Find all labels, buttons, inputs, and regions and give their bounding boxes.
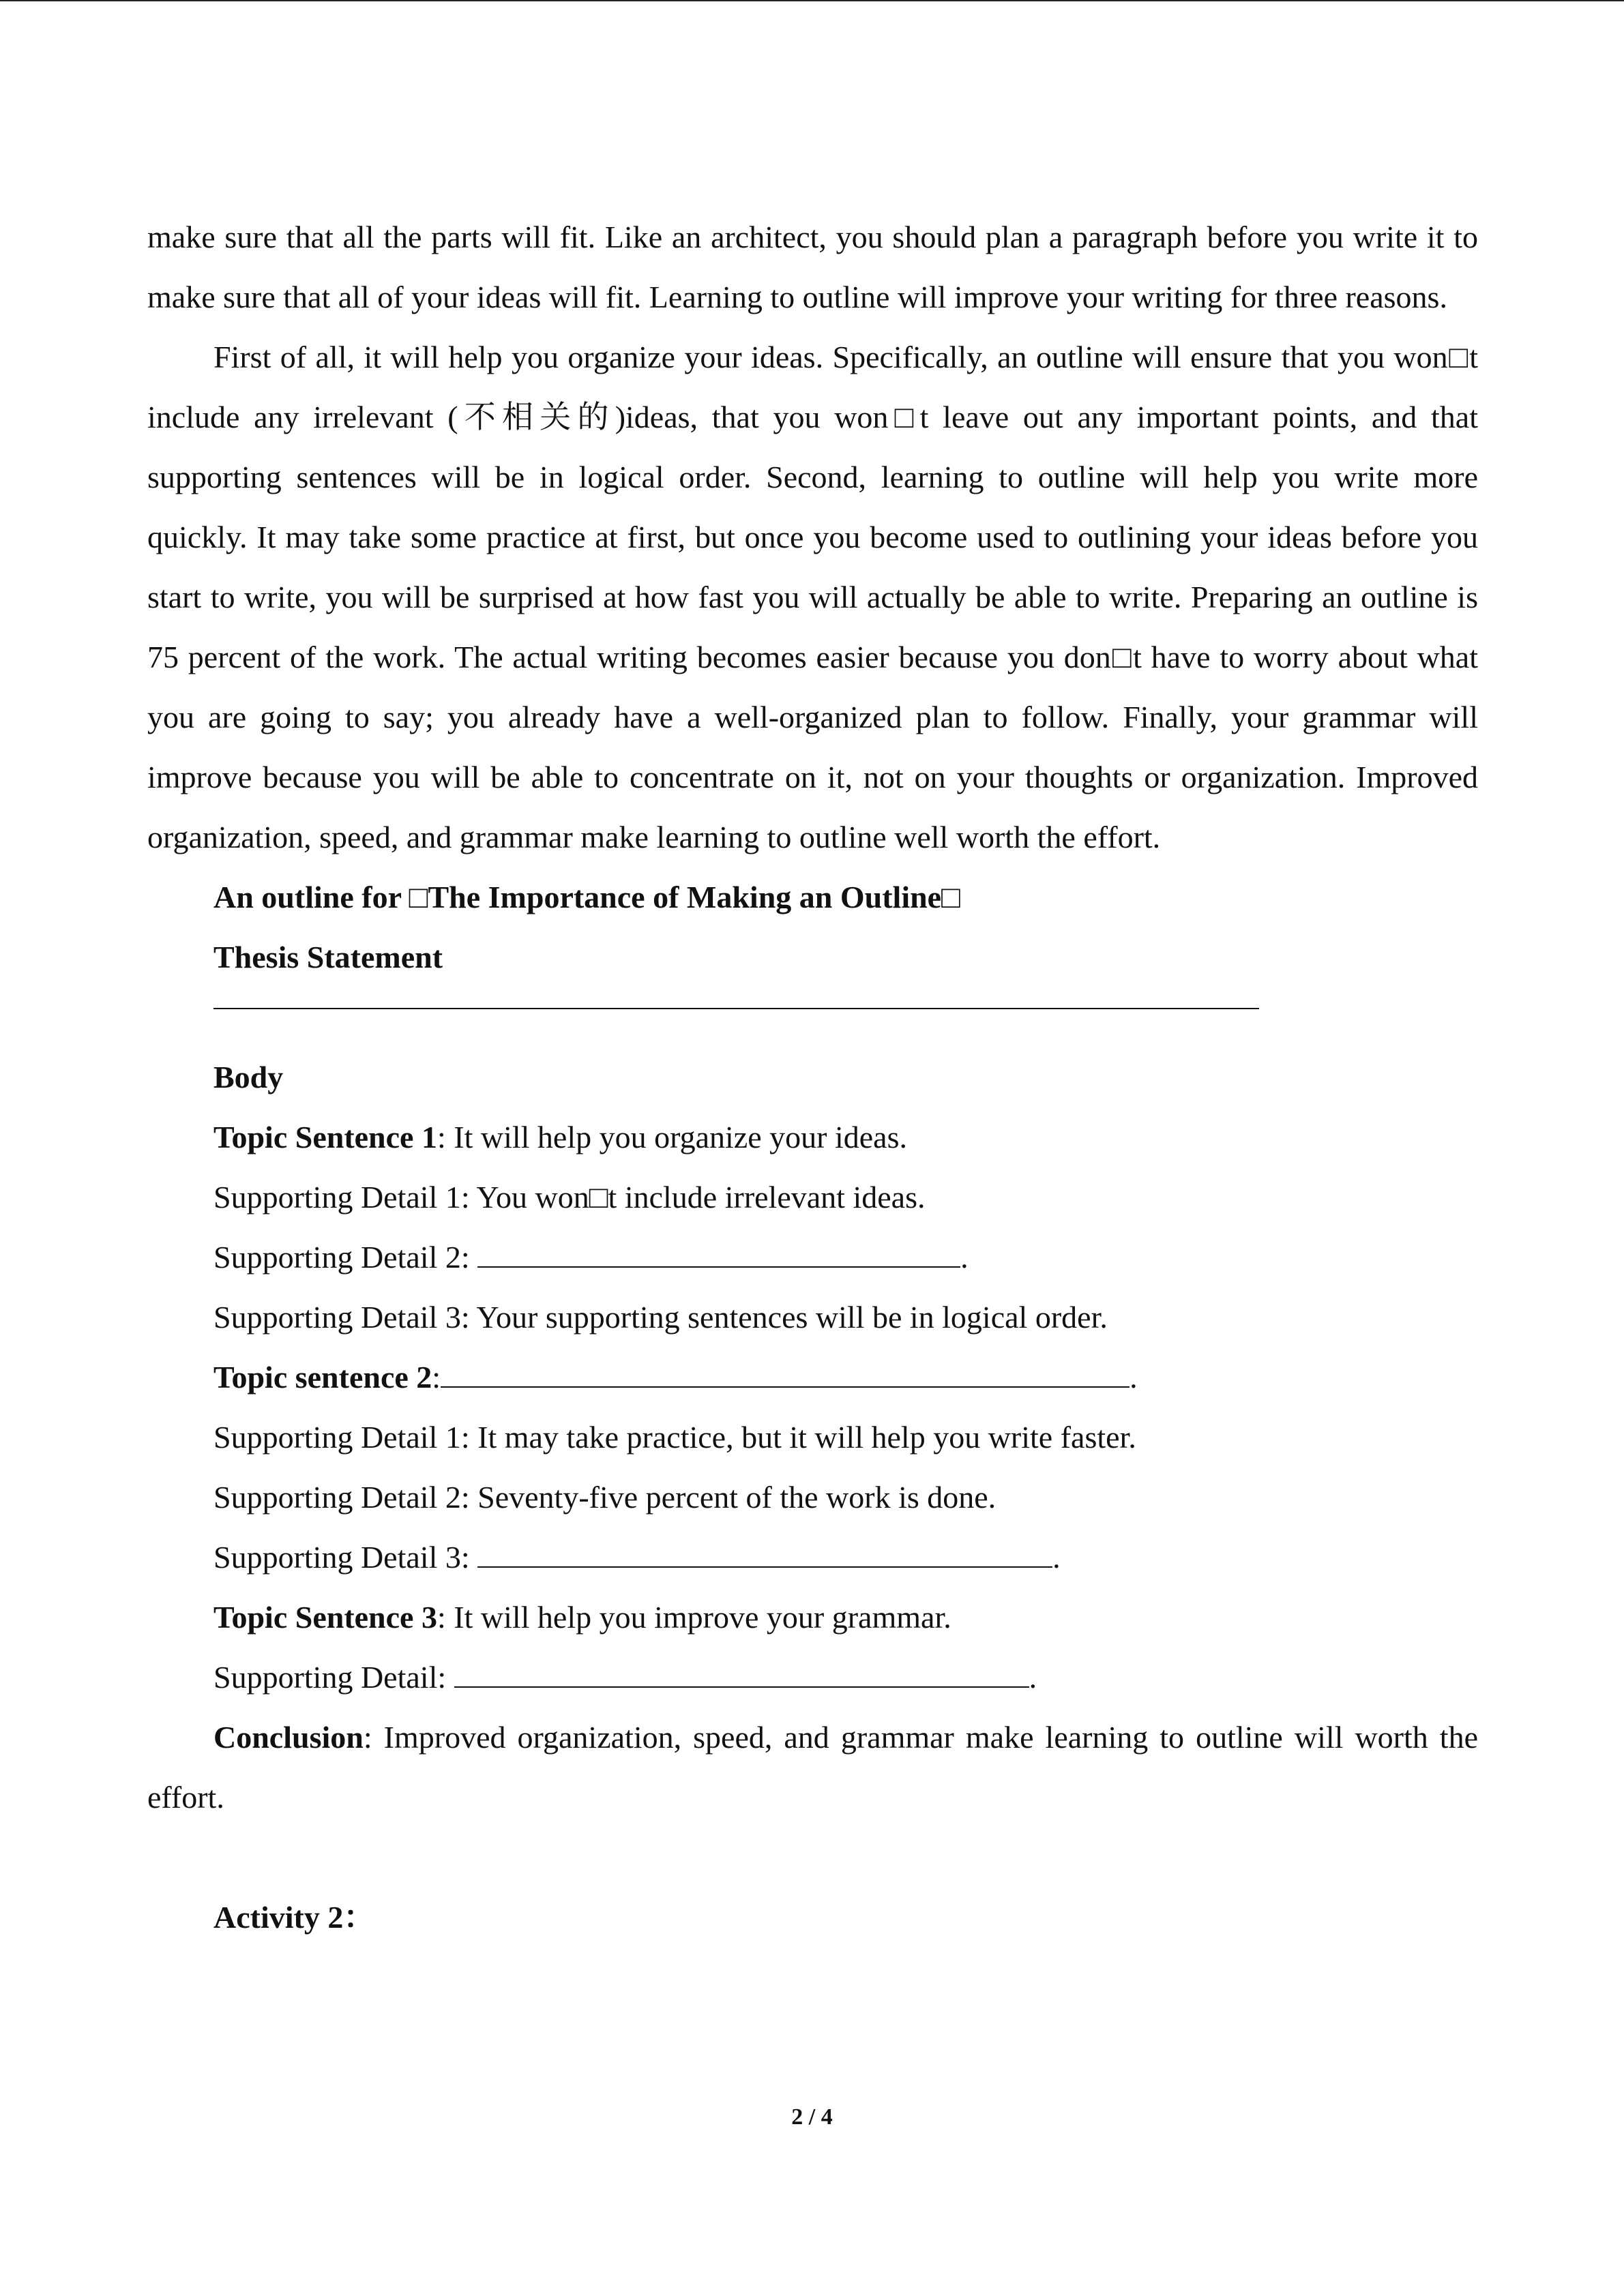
ts1-detail-2-period: . xyxy=(960,1240,969,1274)
topic-sentence-3-label: Topic Sentence 3 xyxy=(213,1600,437,1635)
topic-sentence-2-text: : xyxy=(432,1360,441,1395)
topic-sentence-2-blank xyxy=(441,1386,1130,1388)
ts2-detail-3-prefix: Supporting Detail 3: xyxy=(213,1540,478,1575)
body-label: Body xyxy=(213,1060,284,1094)
topic-sentence-3 xyxy=(147,1587,1478,1648)
topic-sentence-1-text: : It will help you organize your ideas. xyxy=(437,1120,907,1154)
page-content xyxy=(147,207,1478,1948)
topic-sentence-2 xyxy=(147,1347,1478,1407)
paragraph-1: make sure that all the parts will fit. Like an architect, you should plan a paragraph before you write it to make sure that all of your ideas will fit. Learning to outline will improve your writing for three reasons. xyxy=(147,220,1478,314)
ts1-detail-1: Supporting Detail 1: You won□t include irrelevant ideas. xyxy=(213,1180,926,1214)
topic-sentence-2-period: . xyxy=(1130,1360,1138,1395)
topic-sentence-1-label: Topic Sentence 1 xyxy=(213,1120,437,1154)
ts2-detail-1: Supporting Detail 1: It may take practice, but it will help you write faster. xyxy=(213,1420,1136,1455)
ts1-detail-2-blank xyxy=(477,1266,960,1268)
blank-line-spacer xyxy=(147,1828,1478,1888)
activity-label: Activity 2： xyxy=(213,1900,375,1935)
ts3-detail-blank xyxy=(454,1686,1029,1688)
conclusion-text: : Improved organization, speed, and grammar make learning to outline will worth the effort. xyxy=(147,1720,1478,1815)
ts1-detail-2 xyxy=(147,1227,1478,1287)
page-number: 2 / 4 xyxy=(791,2104,833,2130)
ts2-detail-3-blank xyxy=(477,1566,1052,1568)
conclusion-label: Conclusion xyxy=(213,1720,364,1755)
thesis-blank xyxy=(213,1008,1259,1009)
paragraph-2: First of all, it will help you organize your ideas. Specifically, an outline will ensure that you won□t include any irrelevant (不相关的)ideas, that you won□t leave out any important points, and that supporting sentences will be in logical order. Second, learning to outline will help you write more quickly. It may take some practice at first, but once you become used to outlining your ideas before you start to write, you will be surprised at how fast you will actually be able to write. Preparing an outline is 75 percent of the work. The actual writing becomes easier because you don□t have to worry about what you are going to say; you already have a well-organized plan to follow. Finally, your grammar will improve because you will be able to concentrate on it, not on your thoughts or organization. Improved organization, speed, and grammar make learning to outline well worth the effort. xyxy=(147,340,1478,854)
ts3-detail xyxy=(147,1648,1478,1708)
ts2-detail-2: Supporting Detail 2: Seventy-five percent of the work is done. xyxy=(213,1480,996,1515)
ts1-detail-2-prefix: Supporting Detail 2: xyxy=(213,1240,478,1274)
ts3-detail-prefix: Supporting Detail: xyxy=(213,1660,454,1695)
ts2-detail-3-period: . xyxy=(1052,1540,1061,1575)
thesis-blank-line xyxy=(147,987,1478,1047)
thesis-label: Thesis Statement xyxy=(213,940,443,974)
ts1-detail-3: Supporting Detail 3: Your supporting sentences will be in logical order. xyxy=(213,1300,1108,1335)
topic-sentence-2-label: Topic sentence 2 xyxy=(213,1360,432,1395)
ts2-detail-3 xyxy=(147,1527,1478,1587)
topic-sentence-1 xyxy=(147,1107,1478,1167)
ts3-detail-period: . xyxy=(1029,1660,1037,1695)
outline-title: An outline for □The Importance of Making an Outline□ xyxy=(213,880,960,914)
topic-sentence-3-text: : It will help you improve your grammar. xyxy=(437,1600,951,1635)
conclusion xyxy=(147,1708,1478,1828)
